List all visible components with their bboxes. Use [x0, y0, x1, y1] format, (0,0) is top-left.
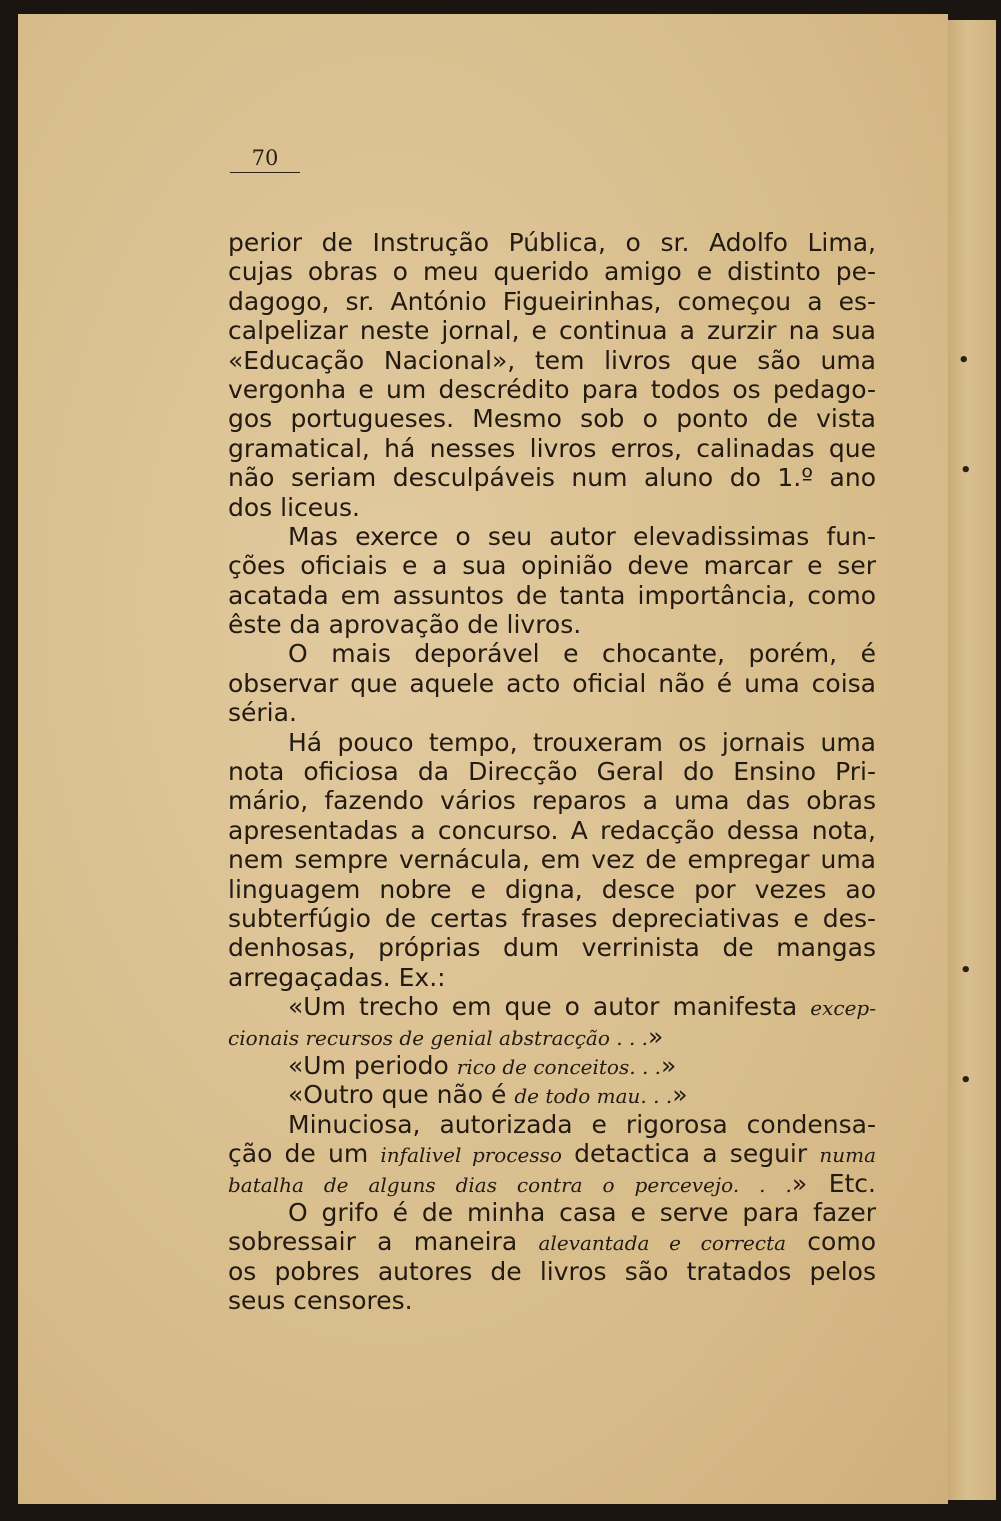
text-line [228, 316, 876, 345]
italic-text: cionais recursos de genial abstracção . . . [228, 1025, 649, 1050]
text-segment: mário, fazendo vários reparos a uma das obras [228, 786, 876, 816]
text-line [228, 669, 876, 698]
text-line [228, 875, 876, 904]
margin-mark: • [960, 460, 972, 481]
text-segment: » [661, 1050, 677, 1080]
text-segment: gramatical, há nesses livros erros, calinadas que [228, 433, 876, 463]
text-segment: » [648, 1021, 664, 1051]
text-line [228, 786, 876, 815]
text-line [228, 257, 876, 286]
text-line [228, 933, 876, 962]
text-segment: sobressair a maneira [228, 1227, 539, 1257]
text-line [228, 1139, 876, 1168]
text-line [228, 493, 876, 522]
text-segment: os pobres autores de livros são tratados pelos [228, 1256, 876, 1286]
text-line [228, 816, 876, 845]
text-segment: » Etc. [791, 1168, 876, 1198]
text-line [228, 228, 876, 257]
text-line [228, 287, 876, 316]
text-segment: denhosas, próprias dum verrinista de mangas [228, 933, 876, 963]
text-line [228, 463, 876, 492]
text-segment: «Um periodo [288, 1050, 457, 1080]
text-line [228, 522, 876, 551]
text-line [228, 1051, 876, 1080]
text-segment: vergonha e um descrédito para todos os pedago- [228, 374, 876, 404]
text-segment: calpelizar neste jornal, e continua a zurzir na sua [228, 316, 876, 346]
italic-text: rico de conceitos. . . [456, 1054, 662, 1079]
facing-page-edge [948, 20, 996, 1500]
text-segment: nota oficiosa da Direcção Geral do Ensino Pri- [228, 757, 876, 787]
text-line [228, 698, 876, 727]
text-line [228, 1022, 876, 1051]
text-line [228, 1169, 876, 1198]
text-segment: perior de Instrução Pública, o sr. Adolfo Lima, [228, 228, 876, 257]
text-line [228, 404, 876, 433]
text-line [228, 728, 876, 757]
italic-text: de todo mau. . . [514, 1084, 673, 1109]
text-line [228, 375, 876, 404]
text-line [228, 1080, 876, 1109]
italic-text: alevantada e correcta [538, 1231, 787, 1256]
text-line [228, 845, 876, 874]
text-segment: arregaçadas. Ex.: [228, 962, 446, 992]
text-line [228, 904, 876, 933]
text-segment: gos portugueses. Mesmo sob o ponto de vista [228, 404, 876, 434]
text-segment: detactica a seguir [561, 1139, 820, 1169]
italic-text: excep- [810, 996, 876, 1021]
text-segment: «Educação Nacional», tem livros que são uma [228, 345, 876, 375]
text-segment: O grifo é de minha casa e serve para fazer [288, 1197, 876, 1227]
text-segment: como [786, 1227, 877, 1257]
text-segment: linguagem nobre e digna, desce por vezes ao [228, 874, 876, 904]
text-line [228, 757, 876, 786]
text-line [228, 963, 876, 992]
margin-mark: • [960, 1070, 972, 1091]
text-segment: dagogo, sr. António Figueirinhas, começou a es- [228, 286, 876, 316]
book-page [18, 14, 948, 1504]
text-segment: «Um trecho em que o autor manifesta [288, 992, 811, 1022]
text-segment: Mas exerce o seu autor elevadissimas fun- [288, 521, 876, 551]
text-segment: «Outro que não é [288, 1080, 515, 1110]
text-segment: apresentadas a concurso. A redacção dessa nota, [228, 815, 876, 845]
text-line [228, 610, 876, 639]
text-line [228, 992, 876, 1021]
italic-text: batalha de alguns dias contra o percevejo. . . [228, 1172, 792, 1197]
text-segment: Há pouco tempo, trouxeram os jornais uma [288, 727, 876, 757]
italic-text: numa [819, 1143, 876, 1168]
text-line [228, 1198, 876, 1227]
text-line [228, 1286, 876, 1315]
text-segment: dos liceus. [228, 492, 360, 522]
body-text [228, 228, 876, 1315]
text-segment: nem sempre vernácula, em vez de empregar uma [228, 845, 876, 875]
text-segment: êste da aprovação de livros. [228, 610, 582, 640]
text-line [228, 346, 876, 375]
text-line [228, 1227, 876, 1256]
text-segment: Minuciosa, autorizada e rigorosa condensa- [288, 1109, 876, 1139]
text-line [228, 434, 876, 463]
text-segment: » [672, 1080, 688, 1110]
text-segment: acatada em assuntos de tanta importância, como [228, 580, 876, 610]
text-segment: ção de um [228, 1139, 381, 1169]
text-segment: ções oficiais e a sua opinião deve marcar e ser [228, 551, 876, 581]
margin-mark: • [960, 960, 972, 981]
text-segment: observar que aquele acto oficial não é uma coisa [228, 668, 876, 698]
text-line [228, 551, 876, 580]
text-segment: cujas obras o meu querido amigo e distinto pe- [228, 257, 876, 287]
text-line [228, 1110, 876, 1139]
text-segment: séria. [228, 698, 297, 728]
text-line [228, 1257, 876, 1286]
text-segment: seus censores. [228, 1286, 413, 1316]
text-line [228, 639, 876, 668]
text-segment: subterfúgio de certas frases depreciativas e des- [228, 903, 876, 933]
margin-mark: • [958, 350, 970, 371]
page-number: 70 [230, 146, 300, 173]
text-line [228, 581, 876, 610]
text-segment: O mais deporável e chocante, porém, é [288, 639, 876, 669]
italic-text: infalivel processo [380, 1143, 562, 1168]
text-segment: não seriam desculpáveis num aluno do 1.º ano [228, 463, 876, 493]
